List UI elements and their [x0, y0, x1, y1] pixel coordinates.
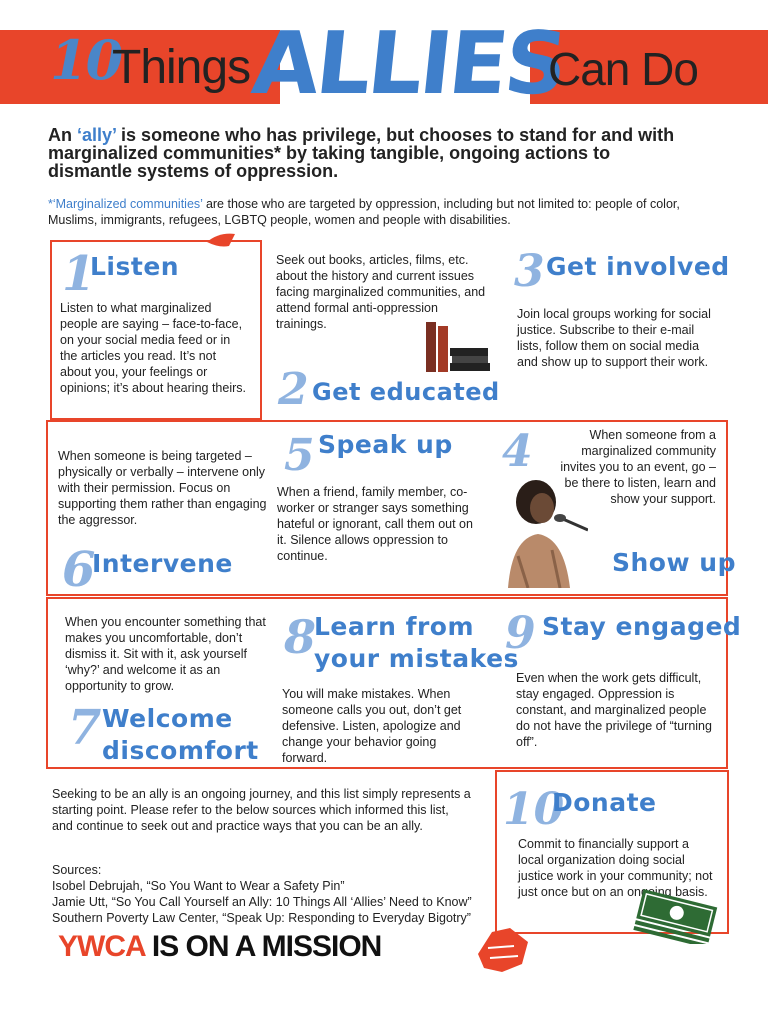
item-9-number: 9 — [505, 608, 536, 659]
source-2: Jamie Utt, “So You Call Yourself an Ally: 10 Things All ‘Allies’ Need to Know” — [52, 895, 472, 909]
item-8-text: You will make mistakes. When someone calls you out, don’t get defensive. Listen, apologize and change your behavior going forward. — [282, 687, 462, 765]
item-7-title-line1: Welcome — [102, 704, 233, 733]
item-5-text: When a friend, family member, co-worker or stranger says something hateful or ignorant, call them out on it. Silence allows oppression to continue. — [277, 485, 473, 563]
intro-post: is someone who has privilege, but chooses to stand for and with marginalized communities* by taking tangible, ongoing actions to dismantle systems of oppression. — [48, 125, 675, 181]
item-2-title: Get educated — [312, 378, 500, 406]
header-things: Things — [112, 41, 251, 94]
item-10-number: 10 — [503, 784, 565, 835]
item-10-text: Commit to financially support a local organization doing social justice work in your community; not just once but on an ongoing basis. — [518, 837, 713, 899]
item-8-title-line2: your mistakes — [314, 644, 519, 673]
money-icon — [632, 888, 722, 944]
intro-ally: ‘ally’ — [77, 125, 117, 145]
item-8-title-line1: Learn from — [314, 612, 475, 641]
item-5-number: 5 — [284, 430, 315, 481]
intro-paragraph — [48, 126, 688, 180]
item-7-title-line2: discomfort — [102, 736, 259, 765]
closing-paragraph: Seeking to be an ally is an ongoing journey, and this list simply represents a starting point. Please refer to the below sources which informed this list, and continue to seek out and practice ways that you can be an ally. — [52, 787, 471, 833]
item-8-number: 8 — [284, 610, 317, 664]
footnote-highlight: *‘Marginalized communities’ — [48, 197, 203, 211]
speaker-illustration — [498, 476, 588, 588]
item-6-title: Intervene — [92, 549, 233, 578]
item-4-title: Show up — [612, 548, 736, 577]
header-can-do: Can Do — [548, 43, 698, 95]
brand-line — [58, 930, 381, 964]
books-icon — [420, 318, 494, 374]
intro-pre: An — [48, 125, 77, 145]
footnote-rest: are those who are targeted by oppression, including but not limited to: people of color, Muslims, immigrants, refugees, LGBTQ people, women and people with disabilities. — [48, 197, 680, 227]
item-3-title: Get involved — [546, 252, 730, 281]
item-10-title: Donate — [552, 788, 657, 817]
item-6-number: 6 — [62, 542, 96, 598]
footnote — [48, 196, 728, 228]
item-7-number: 7 — [68, 700, 102, 756]
item-1-number: 1 — [62, 246, 96, 302]
source-1: Isobel Debrujah, “So You Want to Wear a Safety Pin” — [52, 879, 345, 893]
item-4-number: 4 — [502, 426, 533, 477]
sources-label: Sources: — [52, 863, 102, 877]
item-5-title: Speak up — [318, 430, 453, 459]
item-1-title: Listen — [90, 252, 180, 281]
brush-splash-icon — [474, 924, 532, 976]
brush-flick-icon — [205, 228, 237, 252]
item-9-title: Stay engaged — [542, 612, 742, 641]
item-9-text: Even when the work gets difficult, stay engaged. Oppression is constant, and marginalized people do not have the privilege of “turning off”. — [516, 671, 712, 749]
header-allies: ALLIES — [247, 14, 570, 114]
item-2-text: Seek out books, articles, films, etc. about the history and current issues facing marginalized communities, and attend formal anti-oppression trainings. — [276, 253, 486, 331]
brand-ywca: YWCA — [58, 930, 145, 963]
item-7-text: When you encounter something that makes you uncomfortable, don’t dismiss it. Sit with it, ask yourself ‘why?’ and welcome it as an opportunity to grow. — [65, 615, 266, 693]
item-3-text: Join local groups working for social justice. Subscribe to their e-mail lists, follow them on social media and show up to support their work. — [517, 307, 711, 369]
item-2-number: 2 — [278, 364, 309, 415]
item-3-number: 3 — [514, 246, 545, 297]
item-4-text: When someone from a marginalized community invites you to an event, go – be there to listen, learn and show your support. — [560, 428, 716, 506]
item-1-text: Listen to what marginalized people are saying – face-to-face, on your social media feed or in the articles you read. It’s not about you, your feelings or opinions; it’s about hearing theirs. — [60, 301, 246, 395]
source-3: Southern Poverty Law Center, “Speak Up: Responding to Everyday Bigotry” — [52, 911, 471, 925]
item-6-text: When someone is being targeted – physically or verbally – intervene only with their permission. Focus on supporting them rather than engaging the aggressor. — [58, 449, 267, 527]
brand-mission: IS ON A MISSION — [144, 930, 382, 963]
header-number: 10 — [50, 28, 122, 92]
